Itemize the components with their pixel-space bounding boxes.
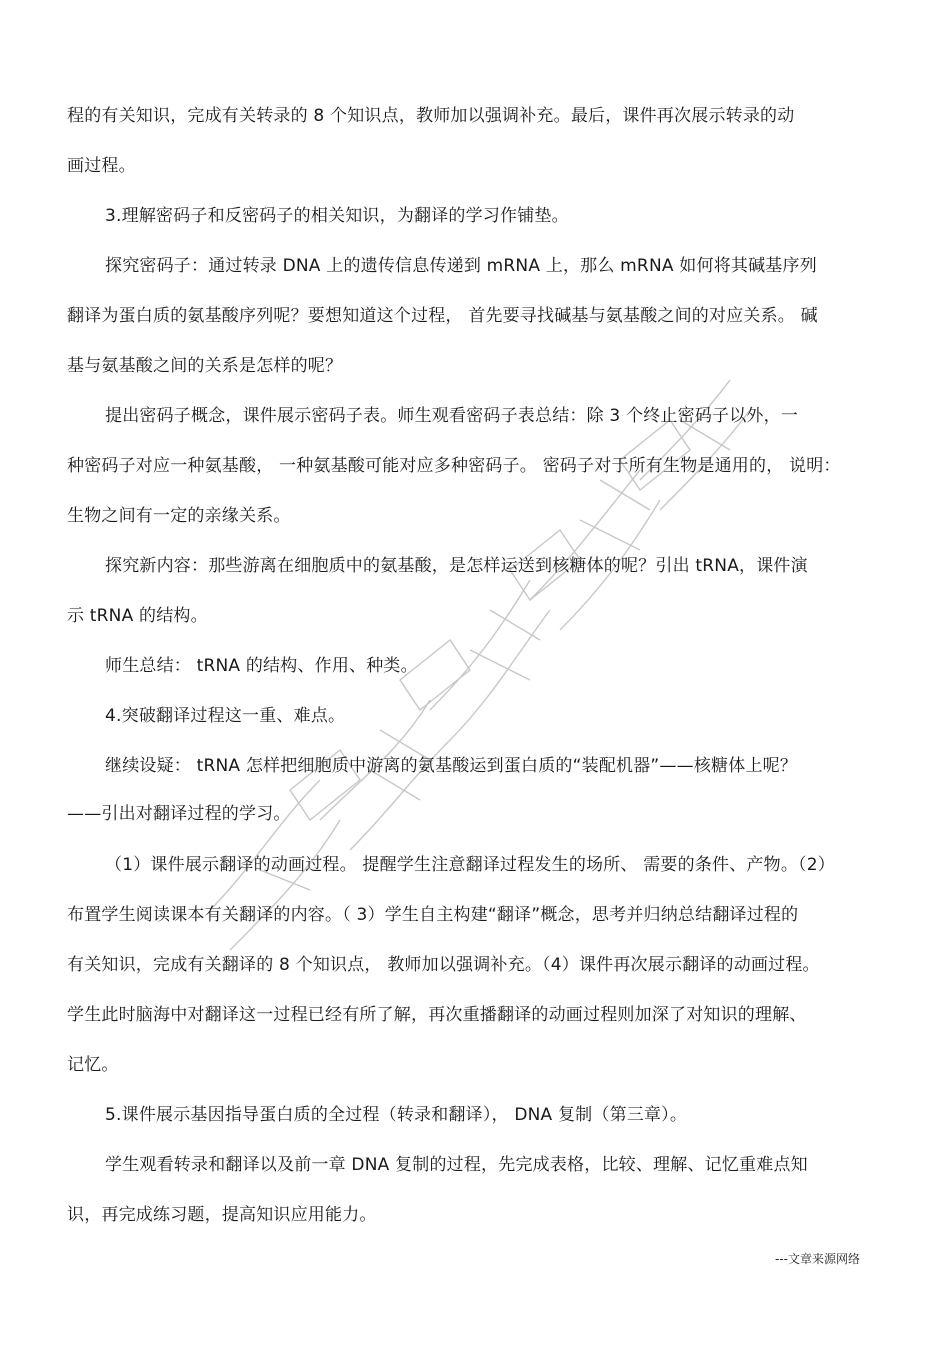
section-heading: 3.理解密码子和反密码子的相关知识，为翻译的学习作铺垫。: [105, 206, 569, 226]
paragraph-line: 探究新内容：那些游离在细胞质中的氨基酸，是怎样运送到核糖体的呢？引出 tRNA，课件演: [105, 556, 808, 576]
section-heading: 4.突破翻译过程这一重、难点。: [105, 706, 346, 726]
paragraph-line: 程的有关知识，完成有关转录的 8 个知识点，教师加以强调补充。最后，课件再次展示转录的动: [67, 106, 795, 126]
paragraph-line: 学生观看转录和翻译以及前一章 DNA 复制的过程，先完成表格，比较、理解、记忆重难点知: [105, 1155, 808, 1175]
paragraph-line: 继续设疑： tRNA 怎样把细胞质中游离的氨基酸运到蛋白质的“装配机器”——核糖体上呢？: [105, 756, 798, 776]
paragraph-line: 示 tRNA 的结构。: [67, 606, 208, 626]
paragraph-line: 基与氨基酸之间的关系是怎样的呢？: [67, 356, 343, 376]
paragraph-line: 翻译为蛋白质的氨基酸序列呢？要想知道这个过程， 首先要寻找碱基与氨基酸之间的对应关系。 碱: [67, 306, 818, 326]
source-note: ---文章来源网络: [775, 1252, 860, 1266]
paragraph-line: 生物之间有一定的亲缘关系。: [67, 506, 291, 526]
paragraph-line: 有关知识，完成有关翻译的 8 个知识点， 教师加以强调补充。（4）课件再次展示翻译的动画过程。: [67, 955, 820, 975]
paragraph-line: 探究密码子：通过转录 DNA 上的遗传信息传递到 mRNA 上，那么 mRNA 如何将其碱基序列: [105, 256, 817, 276]
paragraph-line: 记忆。: [67, 1055, 119, 1075]
paragraph-line: 布置学生阅读课本有关翻译的内容。（ 3）学生自主构建“翻译”概念，思考并归纳总结翻译过程的: [67, 905, 799, 925]
paragraph-line: 画过程。: [67, 156, 136, 176]
section-heading: 5.课件展示基因指导蛋白质的全过程（转录和翻译）， DNA 复制（第三章）。: [105, 1105, 688, 1125]
paragraph-line: （1）课件展示翻译的动画过程。 提醒学生注意翻译过程发生的场所、 需要的条件、产物。（2）: [105, 855, 835, 875]
paragraph-line: 学生此时脑海中对翻译这一过程已经有所了解，再次重播翻译的动画过程则加深了对知识的理解、: [67, 1005, 807, 1025]
paragraph-line: 种密码子对应一种氨基酸， 一种氨基酸可能对应多种密码子。 密码子对于所有生物是通用的， 说明：: [67, 456, 841, 476]
paragraph-line: 识，再完成练习题，提高知识应用能力。: [67, 1205, 377, 1225]
paragraph-line: ——引出对翻译过程的学习。: [67, 804, 291, 824]
paragraph-line: 师生总结： tRNA 的结构、作用、种类。: [105, 656, 418, 676]
paragraph-line: 提出密码子概念，课件展示密码子表。师生观看密码子表总结：除 3 个终止密码子以外，一: [105, 406, 799, 426]
